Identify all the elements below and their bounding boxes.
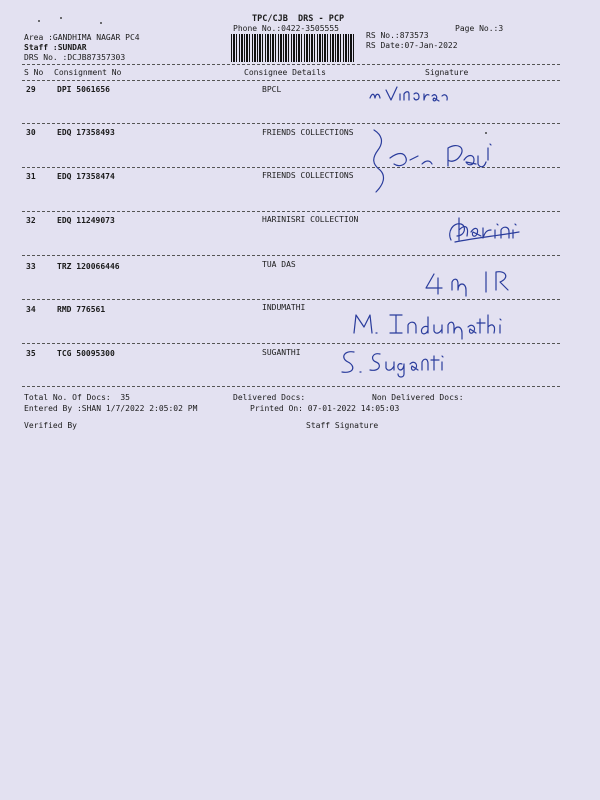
row-divider	[22, 343, 560, 344]
row-consignee: TUA DAS	[262, 260, 296, 269]
non-delivered-docs: Non Delivered Docs:	[372, 393, 464, 402]
header-divider	[22, 64, 560, 65]
phone-number: Phone No.:0422-3505555	[233, 24, 339, 33]
signature-row-32	[445, 212, 527, 246]
signature-rows-30-31	[360, 120, 505, 200]
column-header-sno: S No	[24, 68, 44, 77]
total-docs: Total No. Of Docs: 35	[24, 393, 130, 402]
row-consignment: EDQ 11249073	[57, 216, 115, 225]
row-sno: 31	[26, 172, 36, 181]
row-consignment: EDQ 17358474	[57, 172, 115, 181]
row-sno: 32	[26, 216, 36, 225]
row-divider	[22, 299, 560, 300]
column-header-signature: Signature	[425, 68, 469, 77]
report-title: TPC/CJB DRS - PCP	[252, 14, 345, 24]
scan-speck	[38, 20, 40, 22]
signature-row-34	[350, 311, 510, 337]
rs-date: RS Date:07-Jan-2022	[366, 41, 458, 50]
row-consignment: TRZ 120066446	[57, 262, 120, 271]
rs-number: RS No.:873573	[366, 31, 429, 40]
entered-by: Entered By :SHAN 1/7/2022 2:05:02 PM	[24, 404, 198, 413]
column-header-divider	[22, 80, 560, 81]
row-consignment: TCG 50095300	[57, 349, 115, 358]
drs-number: DRS No. :DCJB87357303	[24, 53, 126, 62]
row-consignment: DPI 5061656	[57, 85, 110, 94]
row-divider	[22, 386, 560, 387]
row-consignee: FRIENDS COLLECTIONS	[262, 128, 354, 137]
scan-speck	[60, 17, 62, 19]
column-header-consignment: Consignment No	[54, 68, 122, 77]
row-sno: 33	[26, 262, 36, 271]
page-number: Page No.:3	[455, 24, 504, 33]
row-consignee: HARINISRI COLLECTION	[262, 215, 359, 224]
row-sno: 30	[26, 128, 36, 137]
barcode	[231, 34, 355, 62]
delivered-docs: Delivered Docs:	[233, 393, 306, 402]
verified-by-label: Verified By	[24, 421, 77, 430]
row-sno: 35	[26, 349, 36, 358]
signature-row-29	[368, 84, 458, 106]
row-consignee: INDUMATHI	[262, 303, 306, 312]
signature-row-35	[336, 348, 451, 376]
area-field: Area :GANDHIMA NAGAR PC4	[24, 33, 140, 42]
scan-speck	[100, 22, 102, 24]
staff-signature-label: Staff Signature	[306, 421, 379, 430]
staff-field: Staff :SUNDAR	[24, 43, 87, 52]
row-sno: 29	[26, 85, 36, 94]
row-divider	[22, 255, 560, 256]
column-header-consignee: Consignee Details	[244, 68, 326, 77]
row-consignment: RMD 776561	[57, 305, 106, 314]
signature-row-33	[424, 270, 514, 296]
row-consignee: SUGANTHI	[262, 348, 301, 357]
row-sno: 34	[26, 305, 36, 314]
row-consignee: BPCL	[262, 85, 282, 94]
row-consignee: FRIENDS COLLECTIONS	[262, 171, 354, 180]
row-consignment: EDQ 17358493	[57, 128, 115, 137]
printed-on: Printed On: 07-01-2022 14:05:03	[250, 404, 400, 413]
